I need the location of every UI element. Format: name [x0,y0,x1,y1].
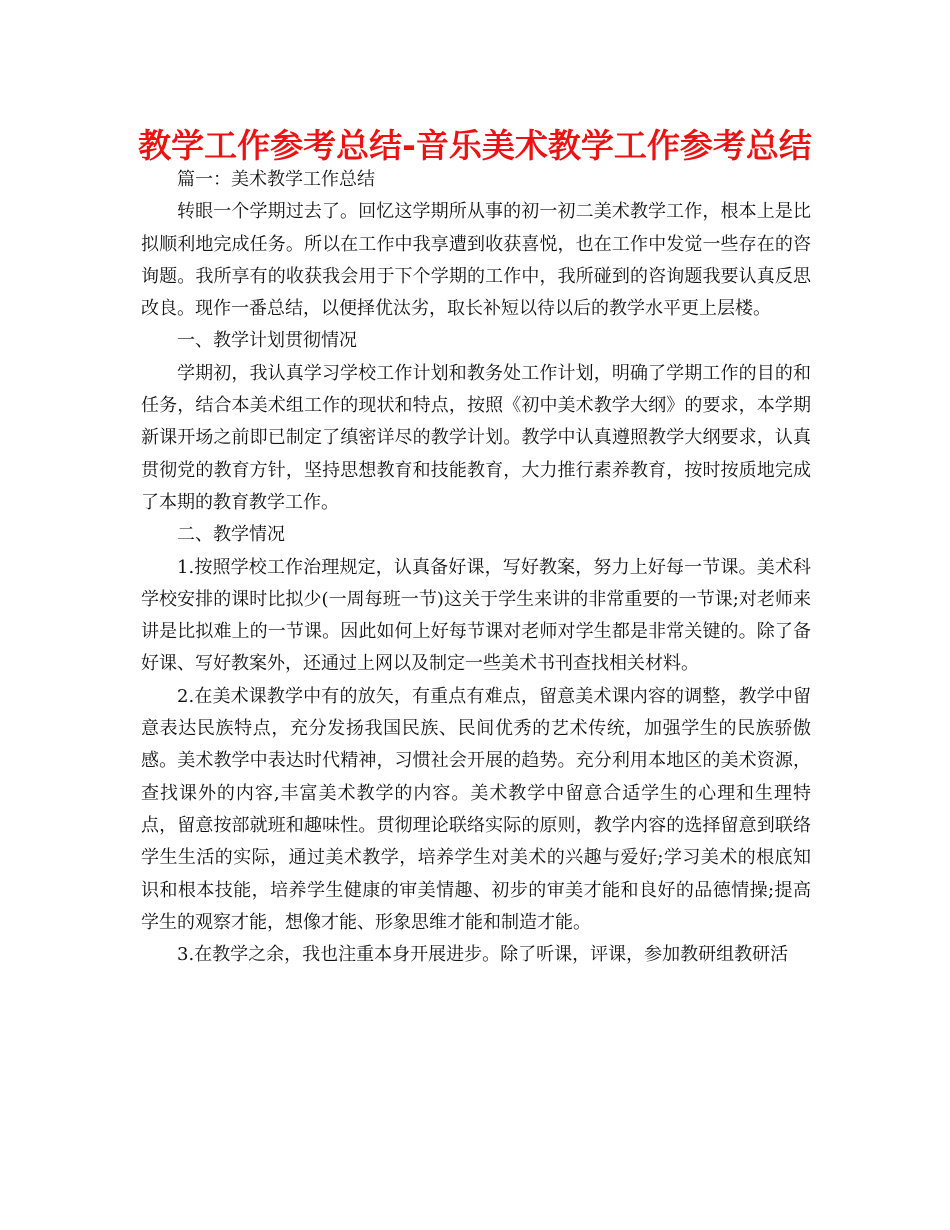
section-heading-part-one: 篇一：美术教学工作总结 [177,169,375,190]
section-heading-teaching: 二、教学情况 [177,524,285,546]
paragraph-intro: 转眼一个学期过去了。回忆这学期所从事的初一初二美术教学工作，根本上是比拟顺利地完成任务。所以在工作中我享遭到收获喜悦，也在工作中发觉一些存在的咨询题。我所享有的收获我会用于下个学期的工作中，我所碰到的咨询题我要认真反思改良。现作一番总结，以便择优汰劣，取长补短以待以后的教学水平更上层楼。 [141,201,811,320]
document-body [141,164,811,971]
paragraph-item-3: 3.在教学之余，我也注重本身开展进步。除了听课，评课，参加教研组教研活 [177,944,789,966]
paragraph-item-2: 2.在美术课教学中有的放矢，有重点有难点，留意美术课内容的调整，教学中留意表达民族特点，充分发扬我国民族、民间优秀的艺术传统，加强学生的民族骄傲感。美术教学中表达时代精神，习惯社会开展的趋势。充分利用本地区的美术资源，查找课外的内容,丰富美术教学的内容。美术教学中留意合适学生的心理和生理特点，留意按部就班和趣味性。贯彻理论联络实际的原则，教学内容的选择留意到联络学生生活的实际，通过美术教学，培养学生对美术的兴趣与爱好;学习美术的根底知识和根本技能，培养学生健康的审美情趣、初步的审美才能和良好的品德情操;提高学生的观察才能，想像才能、形象思维才能和制造才能。 [141,685,811,933]
document-title: 教学工作参考总结-音乐美术教学工作参考总结 [138,126,812,165]
paragraph-plan: 学期初，我认真学习学校工作计划和教务处工作计划，明确了学期工作的目的和任务，结合本美术组工作的现状和特点，按照《初中美术教学大纲》的要求，本学期新课开场之前即已制定了缜密详尽的教学计划。教学中认真遵照教学大纲要求，认真贯彻党的教育方针，坚持思想教育和技能教育，大力推行素养教育，按时按质地完成了本期的教育教学工作。 [141,362,811,513]
paragraph-item-1: 1.按照学校工作治理规定，认真备好课，写好教案，努力上好每一节课。美术科学校安排的课时比拟少(一周每班一节)这关于学生来讲的非常重要的一节课;对老师来讲是比拟难上的一节课。因此如何上好每节课对老师对学生都是非常关键的。除了备好课、写好教案外，还通过上网以及制定一些美术书刊查找相关材料。 [141,556,811,675]
section-heading-plan: 一、教学计划贯彻情况 [177,330,357,352]
